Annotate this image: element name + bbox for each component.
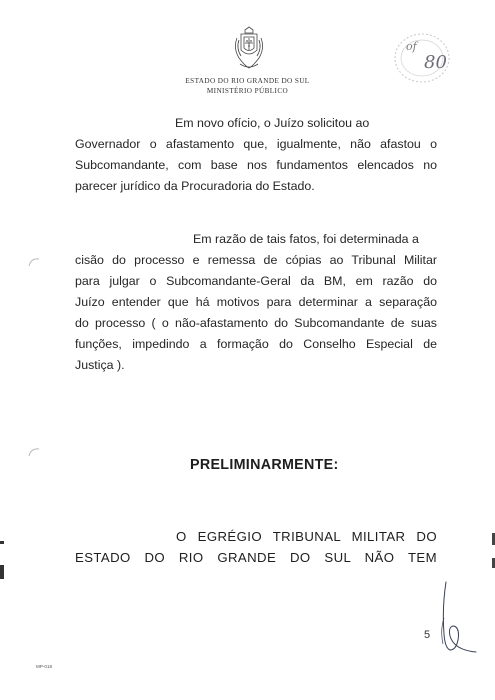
signature xyxy=(436,578,480,668)
text-line: Em novo ofício, o Juízo solicitou ao xyxy=(175,116,370,130)
text-line: para julgar o Subcomandante-Geral da BM, em razão do xyxy=(75,274,437,288)
page-number: 5 xyxy=(424,629,431,641)
text-line: Justiça ). xyxy=(75,358,125,372)
text-line: funções, impedindo a formação do Conselho Especial de xyxy=(75,337,437,351)
org-name: ESTADO DO RIO GRANDE DO SUL xyxy=(185,77,310,85)
text-line: cisão do processo e remessa de cópias ao Tribunal Militar xyxy=(75,253,437,267)
caps-line-2: ESTADO DO RIO GRANDE DO SUL NÃO TEM xyxy=(75,550,437,565)
text-line: Em razão de tais fatos, foi determinada a xyxy=(193,232,419,246)
form-code: MP-018 xyxy=(36,664,53,669)
text-line: Juízo entender que há motivos para determinar a separação xyxy=(75,295,437,309)
text-line: do processo ( o não-afastamento do Subcomandante de suas xyxy=(75,316,437,330)
paragraph-1 xyxy=(75,113,437,197)
punch-hole-mark xyxy=(27,256,41,268)
stamp-annotation: of xyxy=(406,40,417,53)
folio-number: 80 xyxy=(424,52,447,73)
coat-of-arms-icon xyxy=(231,26,267,72)
section-heading: PRELIMINARMENTE: xyxy=(190,457,339,473)
text-line: Governador o afastamento que, igualmente, não afastou o xyxy=(75,137,437,151)
text-line: parecer jurídico da Procuradoria do Estado. xyxy=(75,179,315,193)
paragraph-2 xyxy=(75,229,437,376)
scan-edge-mark xyxy=(0,541,4,544)
scan-edge-mark xyxy=(0,565,4,579)
text-line: Subcomandante, com base nos fundamentos elencados no xyxy=(75,158,437,172)
department-name: MINISTÉRIO PÚBLICO xyxy=(206,87,289,95)
folio-stamp xyxy=(380,24,460,92)
punch-hole-mark xyxy=(27,446,41,458)
caps-line-1: O EGRÉGIO TRIBUNAL MILITAR DO xyxy=(176,529,437,544)
